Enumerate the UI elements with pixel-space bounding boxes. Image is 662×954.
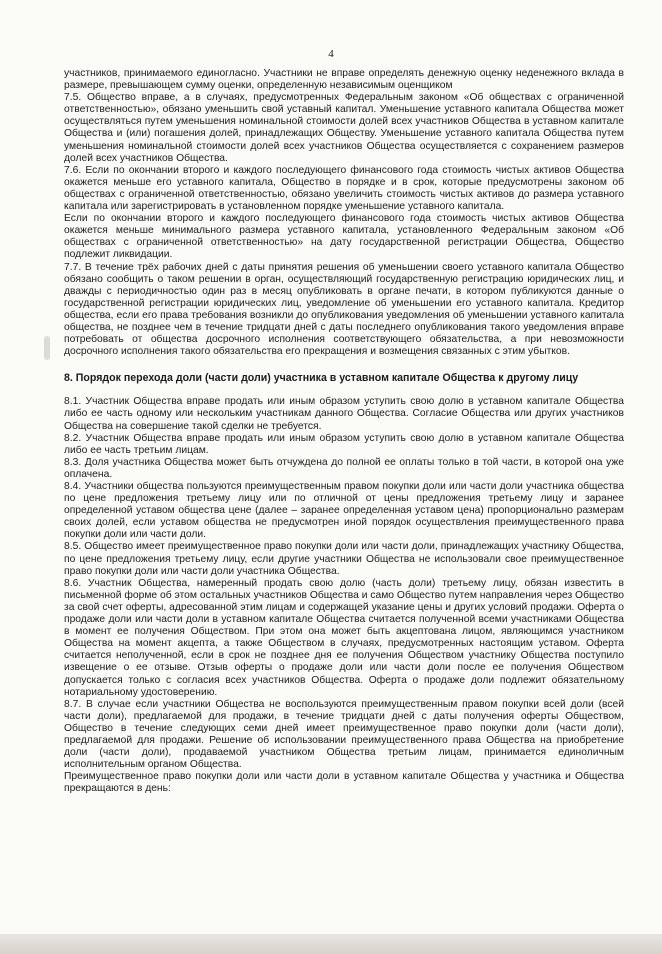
paragraph-8-5: 8.5. Общество имеет преимущественное право покупки доли или части доли, принадлежащих участнику Общества, по цене предложения третьему лицу, если другие участники Общества не использовали свое преимущественное право покупки доли или части доли участника Общества. (64, 541, 624, 577)
paragraph-7-5: 7.5. Общество вправе, а в случаях, предусмотренных Федеральным законом «Об обществах с ограниченной ответственностью», обязано уменьшить свой уставный капитал. Уменьшение уставного капитала Общества может осуществляться путем уменьшения номинальной стоимости долей всех участников Общества в уставном капитале Общества и (или) погашения долей, принадлежащих Обществу. Уменьшение уставного капитала Общества путем уменьшения номинальной стоимости долей всех участников Общества осуществляется с сохранением размеров долей всех участников Общества. (64, 92, 624, 164)
scan-artifact (44, 336, 50, 360)
paragraph-8-6: 8.6. Участник Общества, намеренный продать свою долю (часть доли) третьему лицу, обязан известить в письменной форме об этом остальных участников Общества и само Общество путем направления через Общество за свой счет оферты, адресованной этим лицам и содержащей указание цены и других условий продажи. Оферта о продаже доли или части доли в уставном капитале Общества считается полученной всеми участниками Общества в момент ее получения Обществом. При этом она может быть акцептована лицом, являющимся участником Общества на момент акцепта, а также Обществом в случаях, предусмотренных настоящим уставом. Оферта считается неполученной, если в срок не позднее дня ее получения Обществом участнику Общества поступило извещение о ее отзыве. Отзыв оферты о продаже доли или части доли после ее получения Обществом допускается только с согласия всех участников Общества. Оферта о продаже доли подлежит обязательному нотариальному удостоверению. (64, 577, 624, 698)
section-heading: 8. Порядок перехода доли (части доли) участника в уставном капитале Общества к другому лицу (64, 372, 579, 385)
paragraph-8-7: 8.7. В случае если участники Общества не воспользуются преимущественным правом покупки всей доли (всей части доли), предлагаемой для продажи, в течение тридцати дней с даты получения оферты Обществом, Общество в течение следующих семи дней имеет преимущественное право покупки доли (части доли), предлагаемой для продажи. Решение об использовании преимущественного права Общества на приобретение доли (части доли), продаваемой участником Общества третьим лицам, принимается единоличным исполнительным органом Общества. (64, 698, 624, 771)
paragraph-8-4: 8.4. Участники общества пользуются преимущественным правом покупки доли или части доли участника общества по цене предложения третьему лицу или по отличной от цены предложения третьему лицу и заранее определенной уставом общества цене (далее – заранее определенная уставом цена) пропорционально размерам своих долей, если уставом общества не предусмотрен иной порядок осуществления преимущественного права покупки доли или части доли. (64, 481, 624, 541)
paragraph: участников, принимаемого единогласно. Участники не вправе определять денежную оценку неденежного вклада в размере, превышающем сумму оценки, определенную независимым оценщиком (64, 68, 624, 92)
paragraph-7-6: 7.6. Если по окончании второго и каждого последующего финансового года стоимость чистых активов Общества окажется меньше его уставного капитала, Общество в порядке и в срок, которые предусмотрены законом об обществах с ограниченной ответственностью, обязано увеличить стоимость чистых активов до размера уставного капитала или зарегистрировать в установленном порядке уменьшение уставного капитала. (64, 164, 624, 213)
paragraph-7-7: 7.7. В течение трёх рабочих дней с даты принятия решения об уменьшении своего уставного капитала Общество обязано сообщить о таком решении в орган, осуществляющий государственную регистрацию юридических лиц, и дважды с периодичностью один раз в месяц опубликовать в органе печати, в котором публикуются данные о государственной регистрации юридических лиц, уведомление об уменьшении его уставного капитала. Кредитор общества, если его права требования возникли до опубликования уведомления об уменьшении уставного капитала общества, не позднее чем в течение тридцати дней с даты последнего опубликования такого уведомления вправе потребовать от общества досрочного исполнения соответствующего обязательства, а при невозможности досрочного исполнения такого обязательства его прекращения и возмещения связанных с этим убытков. (64, 261, 624, 358)
paragraph-8-3: 8.3. Доля участника Общества может быть отчуждена до полной ее оплаты только в той части, в которой она уже оплачена. (64, 456, 624, 480)
paragraph-8-2: 8.2. Участник Общества вправе продать или иным образом уступить свою долю в уставном капитале Общества либо ее часть третьим лицам. (64, 432, 624, 456)
paragraph: Если по окончании второго и каждого последующего финансового года стоимость чистых активов Общества окажется меньше минимального размера уставного капитала, установленного Федеральным законом «Об обществах с ограниченной ответственностью» на дату государственной регистрации Общества, Общество подлежит ликвидации. (64, 213, 624, 261)
document-body (64, 68, 624, 795)
page-number: 4 (328, 48, 334, 60)
paragraph-8-1: 8.1. Участник Общества вправе продать или иным образом уступить свою долю в уставном капитале Общества либо ее часть одному или нескольким участникам данного Общества. Согласие Общества или других участников Общества на совершение такой сделки не требуется. (64, 396, 624, 432)
paragraph: Преимущественное право покупки доли или части доли в уставном капитале Общества у участника и Общества прекращаются в день: (64, 771, 624, 795)
page-bottom-edge (0, 934, 662, 954)
